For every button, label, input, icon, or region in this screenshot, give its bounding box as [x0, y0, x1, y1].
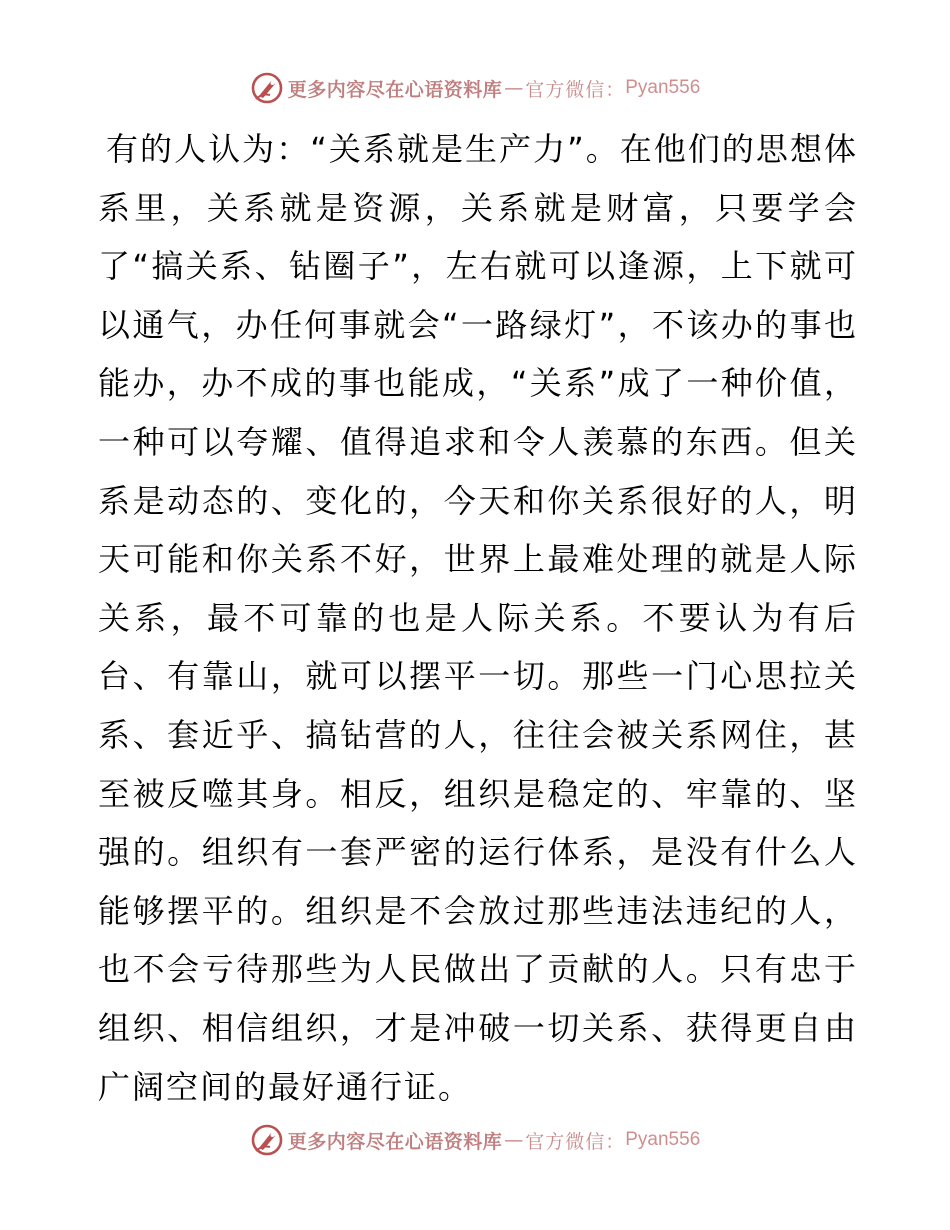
- footer-site-text: 更多内容尽在心语资料库: [287, 1130, 503, 1153]
- body-paragraph: 有的人认为：“关系就是生产力”。在他们的思想体系里，关系就是资源，关系就是财富，只要学会了“搞关系、钻圈子”，左右就可以逢源，上下就可以通气，办任何事就会“一路绿灯”，不该办的事也能办，办不成的事也能成，“关系”成了一种价值，一种可以夸耀、值得追求和令人羡慕的东西。但关系是动态的、变化的，今天和你关系很好的人，明天可能和你关系不好，世界上最难处理的就是人际关系，最不可靠的也是人际关系。不要认为有后台、有靠山，就可以摆平一切。那些一门心思拉关系、套近乎、搞钻营的人，往往会被关系网住，甚至被反噬其身。相反，组织是稳定的、牢靠的、坚强的。组织有一套严密的运行体系，是没有什么人能够摆平的。组织是不会放过那些违法违纪的人，也不会亏待那些为人民做出了贡献的人。只有忠于组织、相信组织，才是冲破一切关系、获得更自由广阔空间的最好通行证。: [98, 130, 858, 1106]
- header-wechat-id: Pyan556: [625, 77, 701, 98]
- footer-separator: —: [504, 1129, 524, 1151]
- header-separator: —: [504, 77, 524, 99]
- footer-wechat-id: Pyan556: [625, 1129, 701, 1150]
- header-site-text: 更多内容尽在心语资料库: [287, 78, 503, 101]
- header-banner: [0, 70, 950, 106]
- footer-wechat-label: 官方微信：: [525, 1130, 626, 1153]
- pen-nib-circle-logo-icon: [250, 1123, 284, 1157]
- footer-banner: [0, 1122, 950, 1158]
- header-wechat-label: 官方微信：: [525, 78, 626, 101]
- pen-nib-circle-logo-icon: [250, 71, 284, 105]
